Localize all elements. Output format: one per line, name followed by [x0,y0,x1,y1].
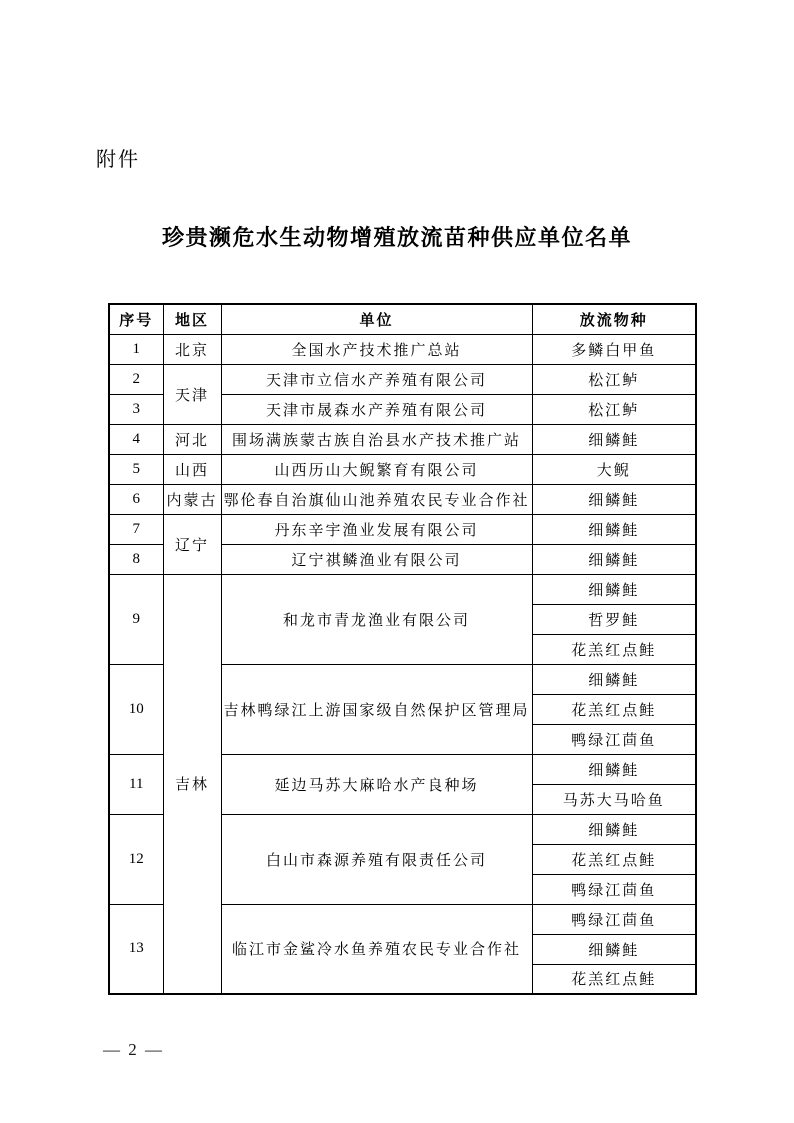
species-cell: 哲罗鲑 [532,604,696,634]
unit-cell: 辽宁祺鳞渔业有限公司 [221,544,532,574]
unit-cell: 全国水产技术推广总站 [221,334,532,364]
supply-units-table [108,303,697,995]
species-cell: 松江鲈 [532,394,696,424]
species-cell: 松江鲈 [532,364,696,394]
row-number-cell: 7 [109,514,163,544]
row-number-cell: 6 [109,484,163,514]
species-cell: 花羔红点鲑 [532,634,696,664]
region-cell: 天津 [163,364,221,424]
species-cell: 大鲵 [532,454,696,484]
table-row [109,574,696,604]
table-row [109,484,696,514]
species-cell: 花羔红点鲑 [532,694,696,724]
unit-cell: 吉林鸭绿江上游国家级自然保护区管理局 [221,664,532,754]
species-cell: 多鳞白甲鱼 [532,334,696,364]
table-row [109,514,696,544]
species-cell: 细鳞鲑 [532,544,696,574]
region-cell: 河北 [163,424,221,454]
unit-cell: 天津市晟森水产养殖有限公司 [221,394,532,424]
species-cell: 马苏大马哈鱼 [532,784,696,814]
unit-cell: 临江市金鲨冷水鱼养殖农民专业合作社 [221,904,532,994]
column-header: 放流物种 [532,304,696,334]
region-cell: 北京 [163,334,221,364]
species-cell: 细鳞鲑 [532,484,696,514]
row-number-cell: 10 [109,664,163,754]
unit-cell: 丹东辛宇渔业发展有限公司 [221,514,532,544]
unit-cell: 鄂伦春自治旗仙山池养殖农民专业合作社 [221,484,532,514]
table-body [109,334,696,994]
header-row [109,304,696,334]
page-number: — 2 — [103,1040,164,1059]
page-title: 珍贵濒危水生动物增殖放流苗种供应单位名单 [161,225,632,250]
species-cell: 鸭绿江茴鱼 [532,904,696,934]
row-number-cell: 3 [109,394,163,424]
species-cell: 鸭绿江茴鱼 [532,874,696,904]
unit-cell: 和龙市青龙渔业有限公司 [221,574,532,664]
region-cell: 内蒙古 [163,484,221,514]
unit-cell: 白山市森源养殖有限责任公司 [221,814,532,904]
species-cell: 细鳞鲑 [532,754,696,784]
species-cell: 细鳞鲑 [532,814,696,844]
species-cell: 细鳞鲑 [532,934,696,964]
unit-cell: 延边马苏大麻哈水产良种场 [221,754,532,814]
row-number-cell: 12 [109,814,163,904]
unit-cell: 山西历山大鲵繁育有限公司 [221,454,532,484]
unit-cell: 围场满族蒙古族自治县水产技术推广站 [221,424,532,454]
column-header: 序号 [109,304,163,334]
row-number-cell: 9 [109,574,163,664]
table-row [109,424,696,454]
species-cell: 细鳞鲑 [532,514,696,544]
row-number-cell: 13 [109,904,163,994]
region-cell: 辽宁 [163,514,221,574]
row-number-cell: 4 [109,424,163,454]
row-number-cell: 11 [109,754,163,814]
unit-cell: 天津市立信水产养殖有限公司 [221,364,532,394]
species-cell: 花羔红点鲑 [532,964,696,994]
table-header-row-group [109,304,696,334]
row-number-cell: 2 [109,364,163,394]
row-number-cell: 1 [109,334,163,364]
table-row [109,334,696,364]
region-cell: 吉林 [163,574,221,994]
column-header: 地区 [163,304,221,334]
region-cell: 山西 [163,454,221,484]
column-header: 单位 [221,304,532,334]
row-number-cell: 8 [109,544,163,574]
table-row [109,454,696,484]
species-cell: 花羔红点鲑 [532,844,696,874]
species-cell: 细鳞鲑 [532,664,696,694]
species-cell: 细鳞鲑 [532,574,696,604]
table-row [109,364,696,394]
species-cell: 鸭绿江茴鱼 [532,724,696,754]
species-cell: 细鳞鲑 [532,424,696,454]
row-number-cell: 5 [109,454,163,484]
attachment-label: 附件 [96,149,140,171]
